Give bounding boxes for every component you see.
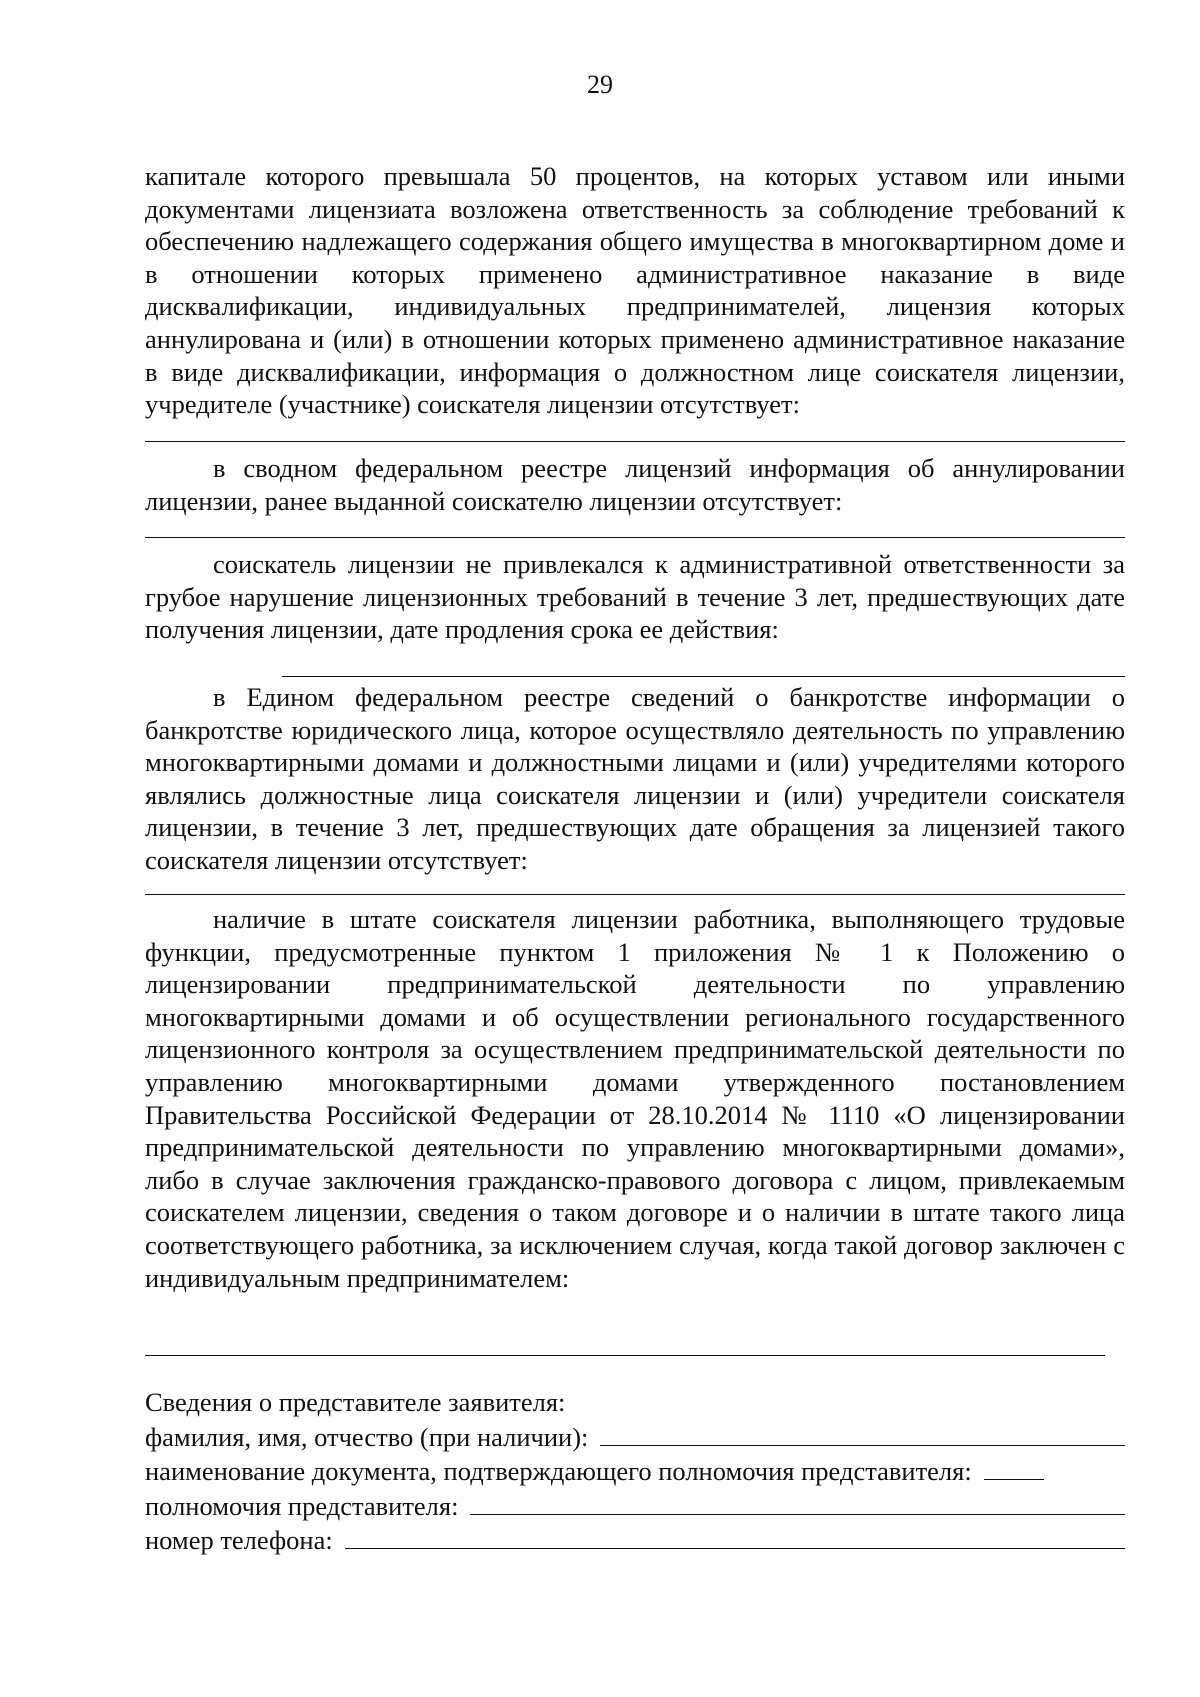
phone-field[interactable] xyxy=(345,1522,1125,1549)
representative-heading: Сведения о представителе заявителя: xyxy=(145,1387,566,1417)
full-name-label: фамилия, имя, отчество (при наличии): xyxy=(145,1421,589,1452)
paragraph-text: соискатель лицензии не привлекался к административной ответственности за грубое нарушение лицензионных требований в течение 3 лет, предшествующих дате получения лицензии, дате продления срока ее действия: xyxy=(145,549,1125,645)
phone-label: номер телефона: xyxy=(145,1525,333,1556)
full-name-field[interactable] xyxy=(600,1419,1125,1446)
authority-row xyxy=(145,1488,1125,1523)
paragraph-text: капитале которого превышала 50 процентов, на которых уставом или иными документами лицензиата возложена ответственность за соблюдение требований к обеспечению надлежащего содержания общего имущества в многоквартирном доме и в отношении которых применено административное наказание в виде дисквалификации, индивидуальных предпринимателей, лицензия которых аннулирована и (или) в отношении которых применено административное наказание в виде дисквалификации, информация о должностном лице соискателя лицензии, учредителе (участнике) соискателя лицензии отсутствует: xyxy=(145,161,1125,420)
paragraph-applicant-officials xyxy=(145,160,1125,421)
authority-document-row xyxy=(145,1453,1125,1488)
phone-row xyxy=(145,1522,1125,1557)
full-name-row xyxy=(145,1419,1125,1454)
paragraph-staff-employee xyxy=(145,903,1125,1294)
authority-document-label: наименование документа, подтверждающего полномочия представителя: xyxy=(145,1456,972,1487)
blank-line xyxy=(145,1355,1105,1356)
blank-line xyxy=(282,676,1125,677)
paragraph-text: наличие в штате соискателя лицензии работника, выполняющего трудовые функции, предусмотренные пунктом 1 приложения № 1 к Положению о лицензировании предпринимательской деятельности по управлению многоквартирными домами и об осуществлении регионального государственного лицензионного контроля за осуществлением предпринимательской деятельности по управлению многоквартирными домами утвержденного постановлением Правительства Российской Федерации от 28.10.2014 № 1110 «О лицензировании предпринимательской деятельности по управлению многоквартирными домами», либо в случае заключения гражданско-правового договора с лицом, привлекаемым соискателем лицензии, сведения о таком договоре и о наличии в штате такого лица соответствующего работника, за исключением случая, когда такой договор заключен с индивидуальным предпринимателем: xyxy=(145,904,1125,1293)
authority-field[interactable] xyxy=(470,1488,1125,1515)
paragraph-administrative-liability xyxy=(145,548,1125,646)
paragraph-text: в сводном федеральном реестре лицензий информация об аннулировании лицензии, ранее выданной соискателю лицензии отсутствует: xyxy=(145,453,1125,516)
blank-line xyxy=(145,894,1125,895)
paragraph-bankruptcy-registry xyxy=(145,681,1125,877)
paragraph-text: в Едином федеральном реестре сведений о банкротстве информации о банкротстве юридического лица, которое осуществляло деятельность по управлению многоквартирными домами и должностными лицами и (или) учредителями которого являлись должностные лица соискателя лицензии и (или) учредители соискателя лицензии, в течение 3 лет, предшествующих дате обращения за лицензией такого соискателя лицензии отсутствует: xyxy=(145,682,1125,875)
blank-line xyxy=(145,537,1125,538)
page-number: 29 xyxy=(587,70,613,99)
representative-heading-row xyxy=(145,1386,1125,1419)
authority-document-field[interactable] xyxy=(984,1453,1044,1480)
representative-section xyxy=(145,1386,1125,1557)
paragraph-revoked-license xyxy=(145,452,1125,517)
blank-line xyxy=(145,441,1125,442)
authority-label: полномочия представителя: xyxy=(145,1490,459,1521)
